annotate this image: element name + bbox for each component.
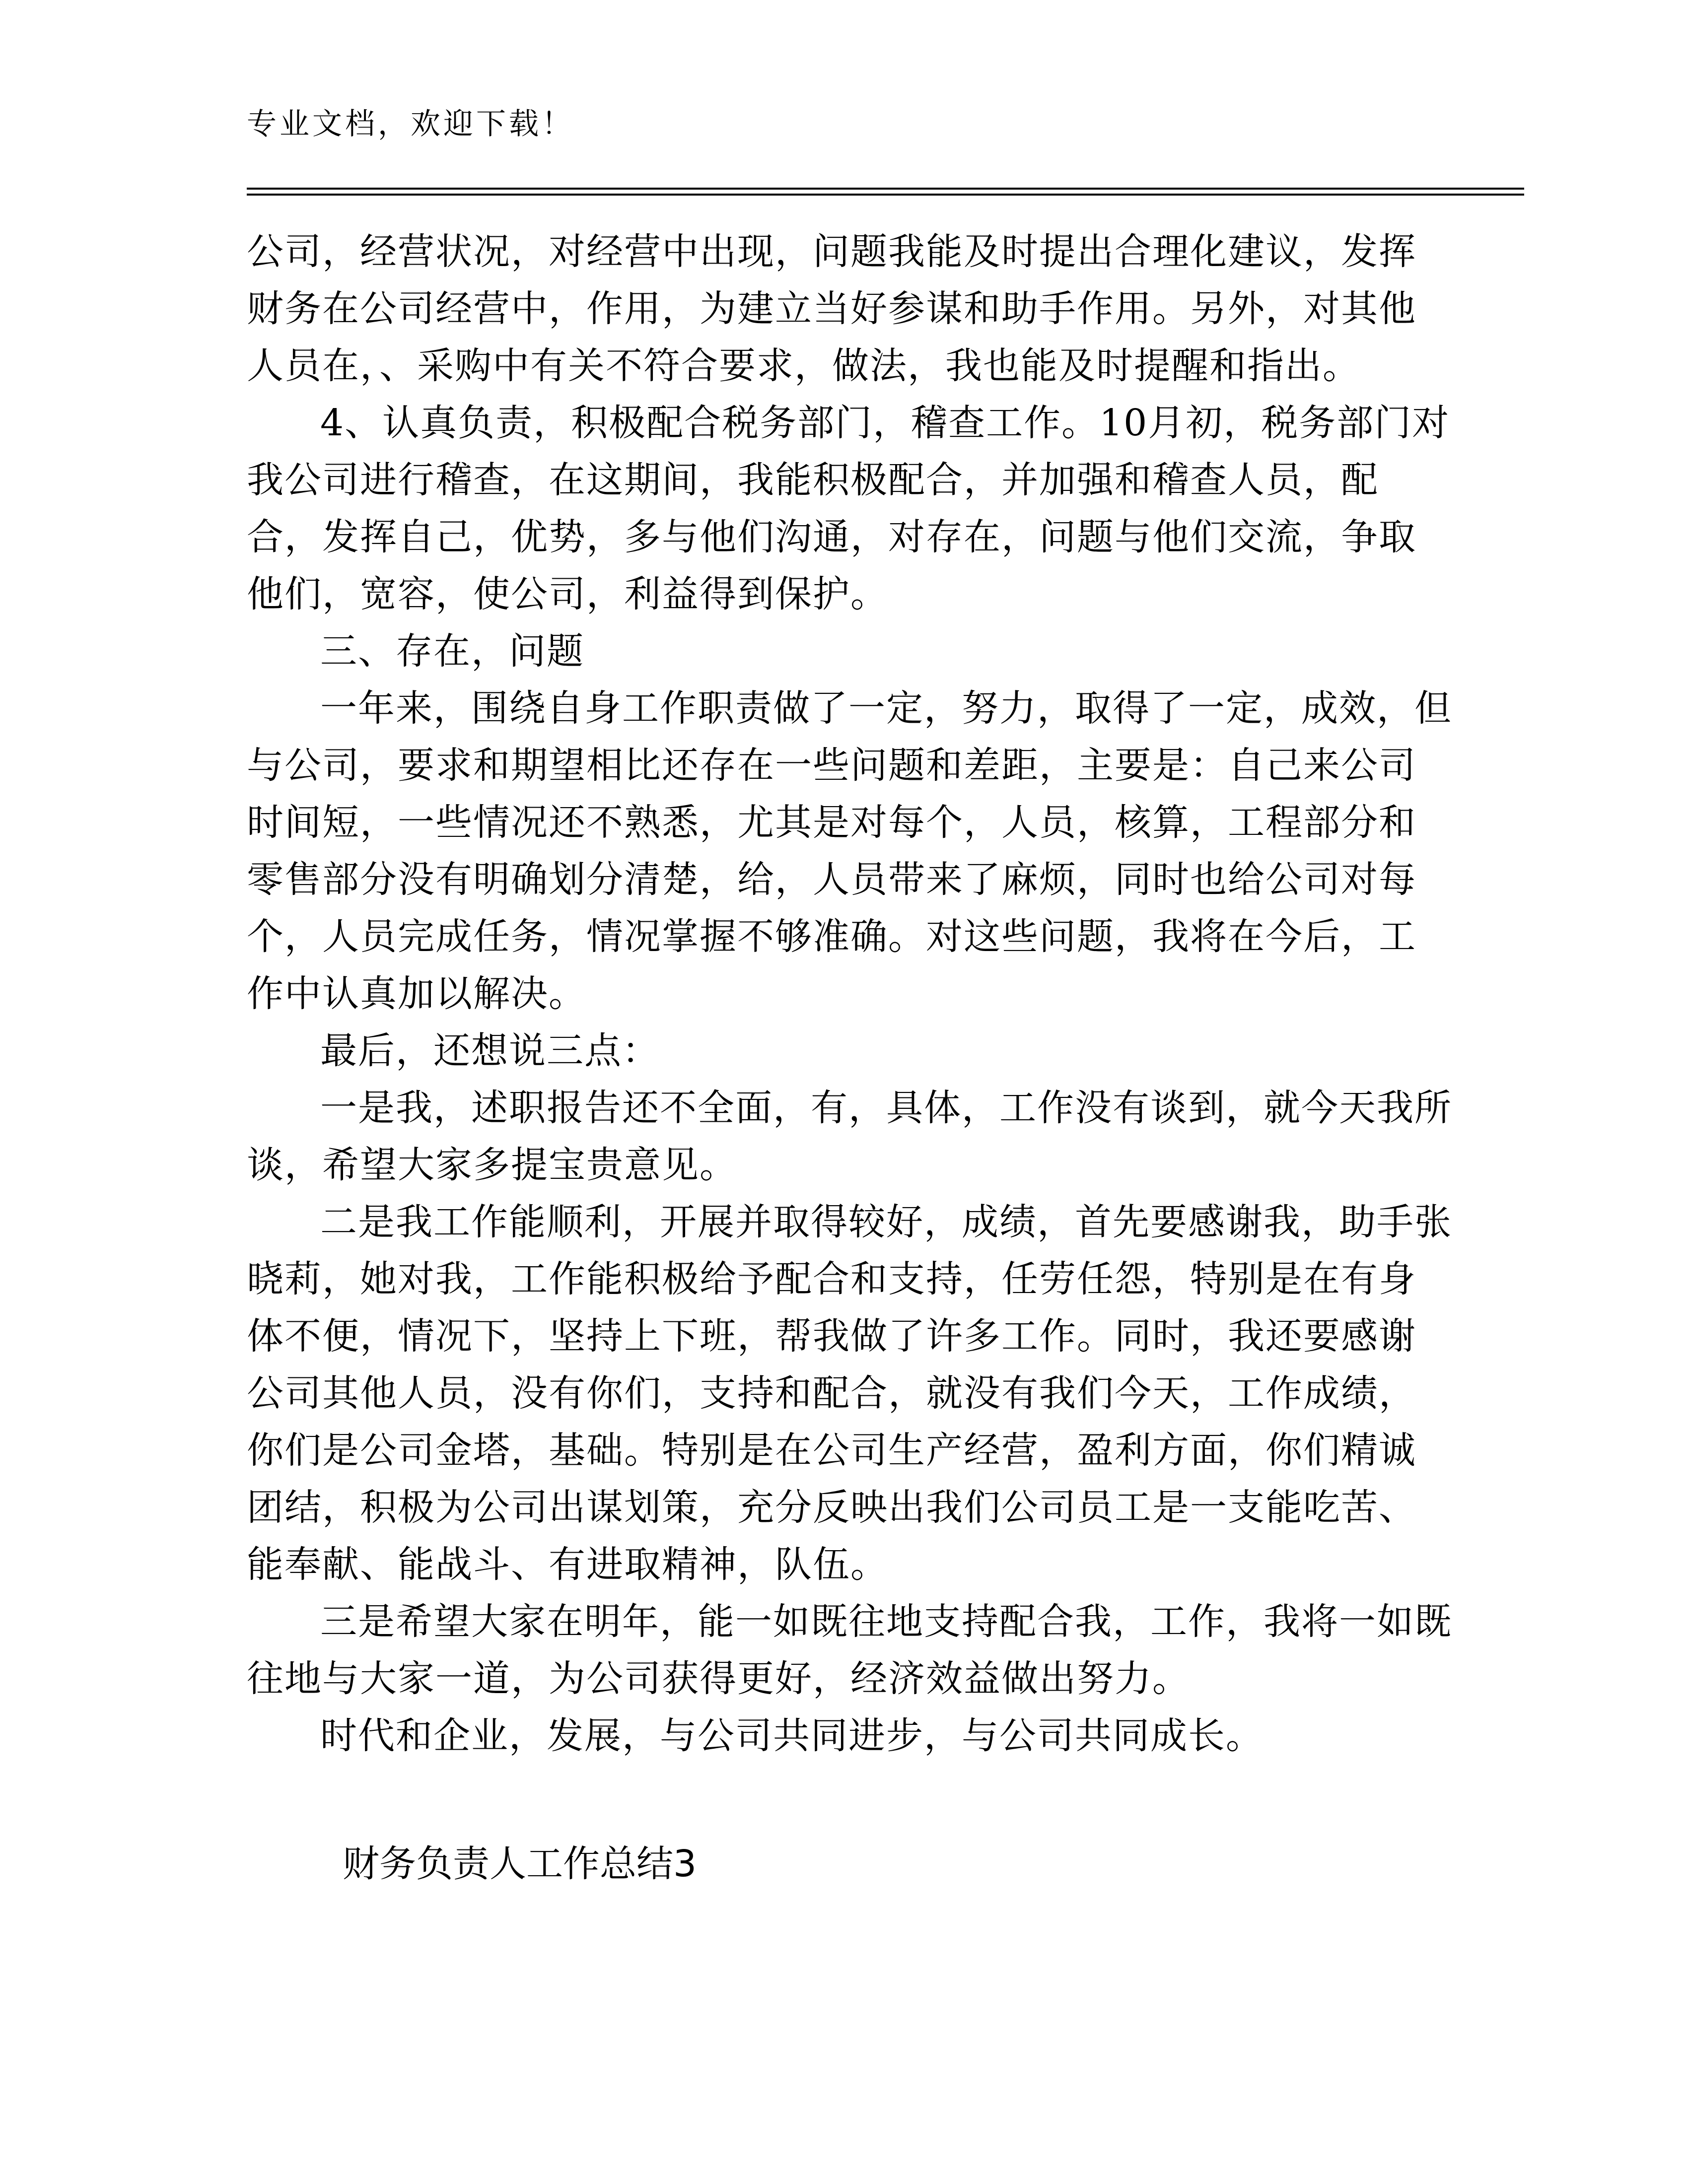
header-divider-top <box>247 188 1524 190</box>
paragraph-section-heading-problems: 三、存在，问题 <box>320 630 584 673</box>
paragraph-closing: 时代和企业，发展，与公司共同进步，与公司共同成长。 <box>320 1714 1264 1757</box>
document-body <box>247 223 1453 1765</box>
header-divider-bottom <box>247 194 1524 196</box>
paragraph-point-two: 二是我工作能顺利，开展并取得较好，成绩，首先要感谢我，助手张晓莉，她对我，工作能积极给予配合和支持，任劳任怨，特别是在有身体不便，情况下，坚持上下班，帮我做了许多工作。同时，我还要感谢公司其他人员，没有你们，支持和配合，就没有我们今天，工作成绩，你们是公司金塔，基础。特别是在公司生产经营，盈利方面，你们精诚团结，积极为公司出谋划策，充分反映出我们公司员工是一支能吃苦、能奉献、能战斗、有进取精神，队伍。 <box>247 1201 1452 1586</box>
paragraph-point-one: 一是我，述职报告还不全面，有，具体，工作没有谈到，就今天我所谈，希望大家多提宝贵意见。 <box>247 1087 1452 1186</box>
paragraph-point-three: 三是希望大家在明年，能一如既往地支持配合我，工作，我将一如既往地与大家一道，为公司获得更好，经济效益做出努力。 <box>247 1600 1452 1700</box>
section-title: 财务负责人工作总结3 <box>343 1843 697 1885</box>
paragraph-problems: 一年来，围绕自身工作职责做了一定，努力，取得了一定，成效，但与公司，要求和期望相比还存在一些问题和差距，主要是：自己来公司时间短，一些情况还不熟悉，尤其是对每个，人员，核算，工程部分和零售部分没有明确划分清楚，给，人员带来了麻烦，同时也给公司对每个，人员完成任务，情况掌握不够准确。对这些问题，我将在今后，工作中认真加以解决。 <box>247 687 1452 1015</box>
paragraph-finally: 最后，还想说三点： <box>320 1029 660 1072</box>
document-header: 专业文档，欢迎下载！ <box>247 107 574 141</box>
paragraph-continued: 公司，经营状况，对经营中出现，问题我能及时提出合理化建议，发挥财务在公司经营中，作用，为建立当好参谋和助手作用。另外，对其他人员在，、采购中有关不符合要求，做法，我也能及时提醒和指出。 <box>247 230 1416 387</box>
paragraph-tax-audit: 4、认真负责，积极配合税务部门，稽查工作。10月初，税务部门对我公司进行稽查，在这期间，我能积极配合，并加强和稽查人员，配合，发挥自己，优势，多与他们沟通，对存在，问题与他们交流，争取他们，宽容，使公司，利益得到保护。 <box>247 402 1450 615</box>
